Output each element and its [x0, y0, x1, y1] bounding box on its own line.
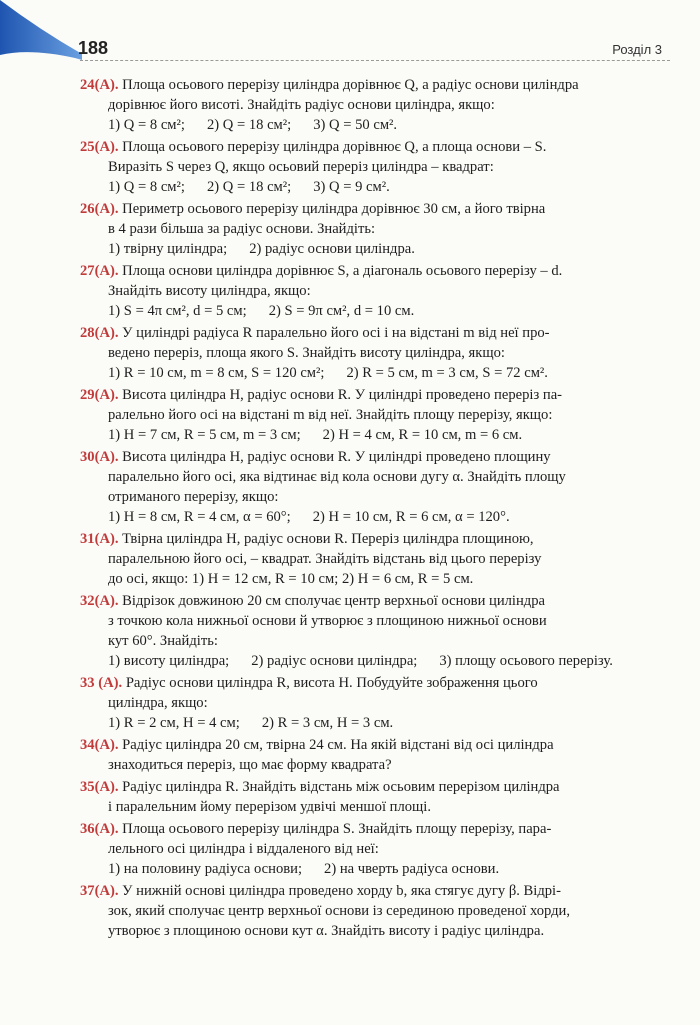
problem-text: і паралельним йому перерізом удвічі меншої площі.	[108, 799, 431, 815]
problem-item	[80, 777, 676, 817]
problem-option: 1) на половину радіуса основи;	[108, 861, 303, 877]
problem-text-line	[80, 343, 676, 363]
problem-text-line	[80, 611, 676, 631]
problem-number: 34(А).	[80, 737, 119, 753]
problem-text: Відрізок довжиною 20 см сполучає центр верхньої основи циліндра	[122, 593, 545, 609]
problem-number: 30(А).	[80, 449, 119, 465]
problem-option: 1) S = 4π см², d = 5 см;	[108, 303, 247, 319]
problem-text: в 4 рази більша за радіус основи. Знайдіть:	[108, 221, 376, 237]
problem-text: Твірна циліндра H, радіус основи R. Переріз циліндра площиною,	[122, 531, 534, 547]
problem-text: зок, який сполучає центр верхньої основи із серединою проведеної хорди,	[108, 903, 570, 919]
problem-text-line	[80, 75, 676, 95]
problem-option: 1) твірну циліндра;	[108, 241, 228, 257]
problem-option: 2) Q = 18 см²;	[206, 117, 292, 133]
problem-text: паралельною його осі, – квадрат. Знайдіть відстань від цього перерізу	[108, 551, 542, 567]
problem-number: 27(А).	[80, 263, 119, 279]
problem-text: дорівнює його висоті. Знайдіть радіус основи циліндра, якщо:	[108, 97, 495, 113]
problem-text-line	[80, 199, 676, 219]
problem-text: ведено переріз, площа якого S. Знайдіть висоту циліндра, якщо:	[108, 345, 505, 361]
problem-number: 25(А).	[80, 139, 119, 155]
problem-option: 2) R = 5 см, m = 3 см, S = 72 см².	[346, 365, 548, 381]
problem-option: 1) Q = 8 см²;	[108, 117, 185, 133]
problem-number: 29(А).	[80, 387, 119, 403]
problem-item	[80, 735, 676, 775]
problem-options	[80, 425, 676, 445]
problem-options	[80, 651, 676, 671]
problem-text: Виразіть S через Q, якщо осьовий переріз циліндра – квадрат:	[108, 159, 494, 175]
problem-text-line	[80, 95, 676, 115]
problem-text: Висота циліндра H, радіус основи R. У циліндрі проведено площину	[122, 449, 551, 465]
problem-item	[80, 881, 676, 941]
problem-text-line	[80, 755, 676, 775]
problem-text-line	[80, 487, 676, 507]
problem-item	[80, 137, 676, 197]
problem-text: з точкою кола нижньої основи й утворює з площиною нижньої основи	[108, 613, 547, 629]
problem-text: Периметр осьового перерізу циліндра дорівнює 30 см, а його твірна	[122, 201, 546, 217]
problem-text: до осі, якщо: 1) H = 12 см, R = 10 см; 2) H = 6 см, R = 5 см.	[108, 571, 474, 587]
problem-text: лельного осі циліндра і віддаленого від неї:	[108, 841, 379, 857]
page-number: 188	[78, 38, 109, 58]
problem-text: Площа осьового перерізу циліндра дорівнює Q, а площа основи – S.	[122, 139, 547, 155]
problem-option: 2) радіус основи циліндра.	[249, 241, 415, 257]
problem-options	[80, 177, 676, 197]
problem-option: 3) Q = 50 см².	[313, 117, 398, 133]
problem-option: 2) радіус основи циліндра;	[251, 653, 418, 669]
problem-text-line	[80, 467, 676, 487]
problem-number: 31(А).	[80, 531, 119, 547]
problem-text-line	[80, 405, 676, 425]
problem-text-line	[80, 735, 676, 755]
problem-options	[80, 363, 676, 383]
problem-text-line	[80, 839, 676, 859]
section-label: Розділ 3	[612, 42, 662, 57]
problem-number: 32(А).	[80, 593, 119, 609]
corner-decoration	[0, 0, 82, 60]
problem-text: У нижній основі циліндра проведено хорду b, яка стягує дугу β. Відрі-	[122, 883, 561, 899]
problem-item	[80, 199, 676, 259]
problem-item	[80, 323, 676, 383]
problem-item	[80, 819, 676, 879]
problem-options	[80, 301, 676, 321]
problem-number: 37(А).	[80, 883, 119, 899]
problem-option: 2) S = 9π см², d = 10 см.	[268, 303, 415, 319]
problem-option: 2) на чверть радіуса основи.	[324, 861, 500, 877]
problem-option: 3) Q = 9 см².	[313, 179, 390, 195]
problem-text-line	[80, 819, 676, 839]
header-divider	[80, 60, 670, 61]
problem-number: 24(А).	[80, 77, 119, 93]
problem-text: Висота циліндра H, радіус основи R. У циліндрі проведено переріз па-	[122, 387, 563, 403]
problem-text-line	[80, 673, 676, 693]
problem-text: отриманого перерізу, якщо:	[108, 489, 279, 505]
problem-text-line	[80, 137, 676, 157]
problem-item	[80, 673, 676, 733]
problem-text: циліндра, якщо:	[108, 695, 208, 711]
problem-options	[80, 507, 676, 527]
problem-text-line	[80, 569, 676, 589]
problem-option: 2) R = 3 см, H = 3 см.	[261, 715, 394, 731]
problem-number: 28(А).	[80, 325, 119, 341]
problem-text: Площа основи циліндра дорівнює S, а діагональ осьового перерізу – d.	[122, 263, 563, 279]
problem-text: Радіус циліндра 20 см, твірна 24 см. На якій відстані від осі циліндра	[122, 737, 554, 753]
problem-text: утворює з площиною основи кут α. Знайдіть висоту і радіус циліндра.	[108, 923, 545, 939]
problem-option: 3) площу осьового перерізу.	[439, 653, 613, 669]
problem-text-line	[80, 693, 676, 713]
problem-options	[80, 239, 676, 259]
problem-text-line	[80, 281, 676, 301]
problem-text-line	[80, 447, 676, 467]
problem-option: 1) H = 7 см, R = 5 см, m = 3 см;	[108, 427, 301, 443]
problem-options	[80, 115, 676, 135]
problem-option: 2) Q = 18 см²;	[206, 179, 292, 195]
problem-option: 1) Q = 8 см²;	[108, 179, 185, 195]
problem-text-line	[80, 157, 676, 177]
problem-item	[80, 75, 676, 135]
problem-text: Площа осьового перерізу циліндра S. Знайдіть площу перерізу, пара-	[122, 821, 552, 837]
problem-text-line	[80, 529, 676, 549]
problem-text-line	[80, 631, 676, 651]
problem-text-line	[80, 901, 676, 921]
problem-option: 2) H = 4 см, R = 10 см, m = 6 см.	[322, 427, 523, 443]
problem-text-line	[80, 777, 676, 797]
problem-text-line	[80, 385, 676, 405]
problem-text: ралельно його осі на відстані m від неї. Знайдіть площу перерізу, якщо:	[108, 407, 553, 423]
problem-text: Знайдіть висоту циліндра, якщо:	[108, 283, 311, 299]
problem-text-line	[80, 921, 676, 941]
problem-text: У циліндрі радіуса R паралельно його осі і на відстані m від неї про-	[122, 325, 550, 341]
problem-item	[80, 447, 676, 527]
problem-item	[80, 591, 676, 671]
problem-text: Площа осьового перерізу циліндра дорівнює Q, а радіус основи циліндра	[122, 77, 579, 93]
problem-option: 1) R = 10 см, m = 8 см, S = 120 см²;	[108, 365, 325, 381]
problem-text-line	[80, 549, 676, 569]
problem-item	[80, 261, 676, 321]
problem-options	[80, 713, 676, 733]
problem-number: 26(А).	[80, 201, 119, 217]
problem-item	[80, 385, 676, 445]
problem-text-line	[80, 323, 676, 343]
problem-text-line	[80, 881, 676, 901]
problem-option: 1) R = 2 см, H = 4 см;	[108, 715, 240, 731]
problem-text-line	[80, 797, 676, 817]
problems-list	[80, 75, 676, 943]
problem-options	[80, 859, 676, 879]
problem-text-line	[80, 219, 676, 239]
problem-text: знаходиться переріз, що має форму квадрата?	[108, 757, 392, 773]
problem-text: кут 60°. Знайдіть:	[108, 633, 218, 649]
problem-item	[80, 529, 676, 589]
problem-text: Радіус циліндра R. Знайдіть відстань між осьовим перерізом циліндра	[122, 779, 560, 795]
problem-number: 35(А).	[80, 779, 119, 795]
problem-text: Радіус основи циліндра R, висота H. Побудуйте зображення цього	[125, 675, 538, 691]
problem-option: 2) H = 10 см, R = 6 см, α = 120°.	[312, 509, 510, 525]
problem-text-line	[80, 261, 676, 281]
problem-option: 1) H = 8 см, R = 4 см, α = 60°;	[108, 509, 291, 525]
problem-number: 36(А).	[80, 821, 119, 837]
problem-text-line	[80, 591, 676, 611]
problem-option: 1) висоту циліндра;	[108, 653, 230, 669]
problem-number: 33 (А).	[80, 675, 123, 691]
problem-text: паралельно його осі, яка відтинає від кола основи дугу α. Знайдіть площу	[108, 469, 566, 485]
